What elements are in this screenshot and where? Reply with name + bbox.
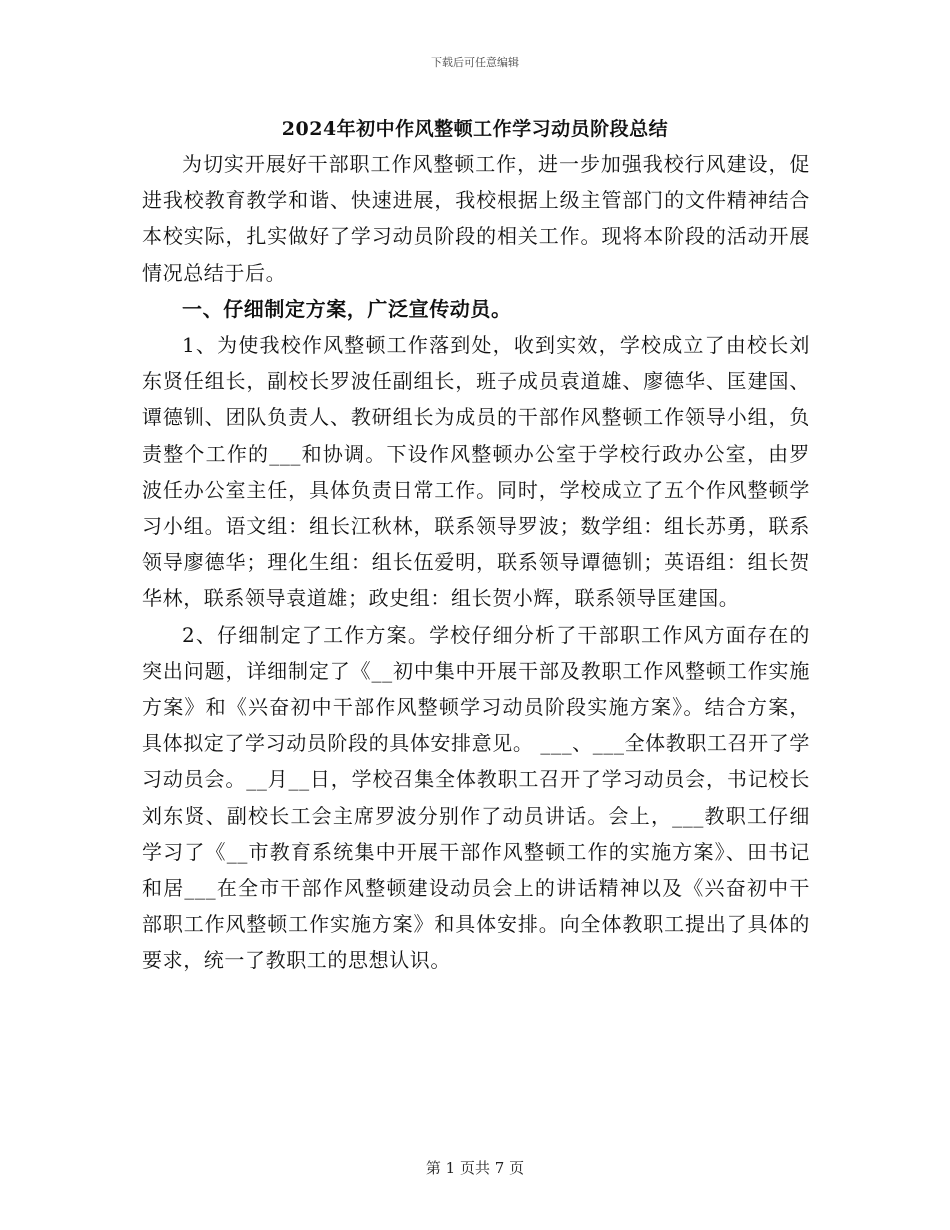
header-note: 下载后可任意编辑 <box>431 56 519 69</box>
paragraph-item-2: 2、仔细制定了工作方案。学校仔细分析了干部职工作风方面存在的突出问题，详细制定了《__初中集中开展干部及教职工作风整顿工作实施方案》和《兴奋初中干部作风整顿学习动员阶段实施方案》。结合方案，具体拟定了学习动员阶段的具体安排意见。 ___、___全体教职工召开了学习动员会。__月__日，学校召集全体教职工召开了学习动员会，书记校长刘东贤、副校长工会主席罗波分别作了动员讲话。会上，___教职工仔细学习了《__市教育系统集中开展干部作风整顿工作的实施方案》、田书记和居___在全市干部作风整顿建设动员会上的讲话精神以及《兴奋初中干部职工作风整顿工作实施方案》和具体安排。向全体教职工提出了具体的要求，统一了教职工的思想认识。 <box>142 622 810 973</box>
page-number-footer: 第 1 页共 7 页 <box>425 1159 525 1177</box>
paragraph-item-1: 1、为使我校作风整顿工作落到处，收到实效，学校成立了由校长刘东贤任组长，副校长罗波任副组长，班子成员袁道雄、廖德华、匡建国、谭德钏、团队负责人、教研组长为成员的干部作风整顿工作领导小组，负责整个工作的___和协调。下设作风整顿办公室于学校行政办公室，由罗波任办公室主任，具体负责日常工作。同时，学校成立了五个作风整顿学习小组。语文组：组长江秋林，联系领导罗波；数学组：组长苏勇，联系领导廖德华；理化生组：组长伍爱明，联系领导谭德钏；英语组：组长贺华林，联系领导袁道雄；政史组：组长贺小辉，联系领导匡建国。 <box>142 333 810 611</box>
section-heading-1: 一、仔细制定方案，广泛宣传动员。 <box>182 296 512 321</box>
document-body <box>142 146 810 979</box>
intro-paragraph: 为切实开展好干部职工作风整顿工作，进一步加强我校行风建设，促进我校教育教学和谐、快速进展，我校根据上级主管部门的文件精神结合本校实际，扎实做好了学习动员阶段的相关工作。现将本阶段的活动开展情况总结于后。 <box>142 152 810 285</box>
document-title: 2024年初中作风整顿工作学习动员阶段总结 <box>281 118 669 140</box>
